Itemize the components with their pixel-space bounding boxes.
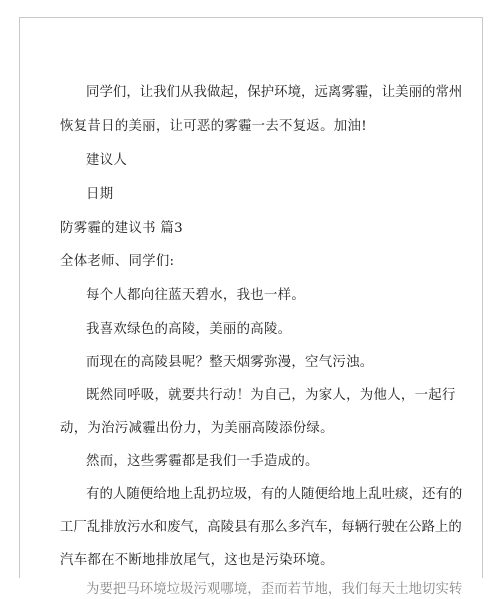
section-heading: 防雾霾的建议书 篇3 — [60, 221, 183, 236]
paragraph-line: 动，为治污减霾出份力，为美丽高陵添份绿。 — [60, 421, 334, 436]
paragraph-line: 然而，这些雾霾都是我们一手造成的。 — [86, 454, 319, 469]
paragraph-line: 工厂乱排放污水和废气，高陵县有那么多汽车，每辆行驶在公路上的 — [60, 520, 462, 535]
paragraph-line: 汽车都在不断地排放尾气，这也是污染环境。 — [60, 553, 334, 568]
paragraph-line: 每个人都向往蓝天碧水，我也一样。 — [86, 288, 306, 303]
salutation: 全体老师、同学们: — [60, 254, 175, 269]
paragraph-line: 而现在的高陵县呢？整天烟雾弥漫，空气污浊。 — [86, 355, 374, 370]
paragraph-line: 我喜欢绿色的高陵，美丽的高陵。 — [86, 322, 292, 337]
paragraph-line: 有的人随便给地上乱扔垃圾，有的人随便给地上乱吐痰，还有的 — [86, 487, 463, 502]
signature-label: 建议人 — [86, 153, 128, 168]
paragraph-line: 恢复昔日的美丽，让可恶的雾霾一去不复返。加油! — [60, 119, 367, 134]
paragraph-line-partial: 为要把马环境垃圾污观哪境，歪而若节地，我们每天土地切实转 — [86, 582, 463, 597]
paragraph-line: 既然同呼吸，就要共行动！为自己，为家人，为他人，一起行 — [86, 388, 456, 403]
paragraph-line: 同学们，让我们从我做起，保护环境，远离雾霾，让美丽的常州 — [86, 85, 463, 100]
document-page — [19, 17, 483, 597]
date-label: 日期 — [86, 187, 114, 202]
